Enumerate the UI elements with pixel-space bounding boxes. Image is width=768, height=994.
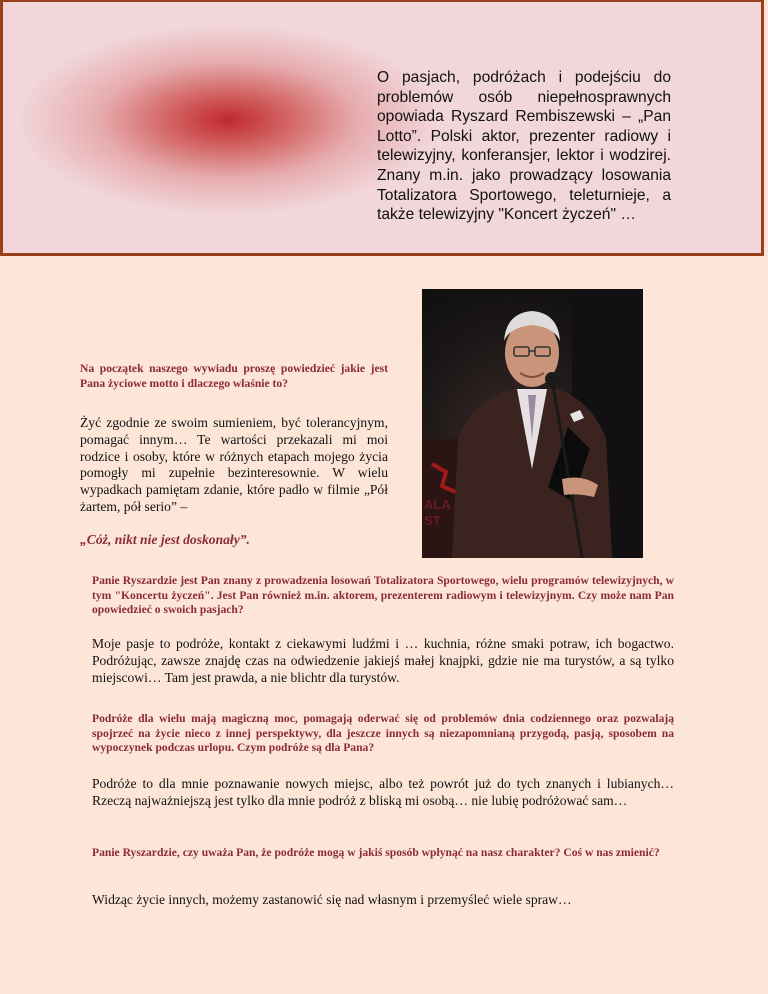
portrait-photo <box>422 289 643 558</box>
answer-1: Żyć zgodnie ze swoim sumieniem, być tolerancyjnym, pomagać innym… Te wartości przekazali mi moi rodzice i osoby, które w różnych etapach mojego życia pomogły mi zupełnie bezinteresownie. W wielu wypadkach pamiętam zdanie, które padło w filmie „Pół żartem, pół serio” – <box>80 415 388 514</box>
answer-2: Moje pasje to podróże, kontakt z ciekawymi ludźmi i … kuchnia, różne smaki potraw, ich bogactwo. Podróżując, zawsze znajdę czas na odwiedzenie jakiejś małej knajpki, gdzie nie ma turystów, a są tylko miejscowi… Tam jest prawda, a nie blichtr dla turystów. <box>92 636 674 685</box>
question-2: Panie Ryszardzie jest Pan znany z prowadzenia losowań Totalizatora Sportowego, wielu programów telewizyjnych, w tym "Koncertu życzeń". Jest Pan również m.in. aktorem, prezenterem radiowym i telewizyjnym. Czy może nam Pan opowiedzieć o swoich pasjach? <box>92 574 674 617</box>
answer-3: Podróże to dla mnie poznawanie nowych miejsc, albo też powrót już do tych znanych i lubianych… Rzeczą najważniejszą jest tylko dla mnie podróż z bliską mi osobą… nie lubię podróżować sam… <box>92 776 674 808</box>
svg-text:ST: ST <box>424 513 441 528</box>
svg-text:ALA: ALA <box>424 497 451 512</box>
answer-4: Widząc życie innych, możemy zastanowić się nad własnym i przemyśleć wiele spraw… <box>92 892 572 907</box>
question-4: Panie Ryszardzie, czy uważa Pan, że podróże mogą w jakiś sposób wpłynąć na nasz charakter? Coś w nas zmienić? <box>92 846 660 859</box>
header-banner <box>0 0 764 256</box>
question-3: Podróże dla wielu mają magiczną moc, pomagają oderwać się od problemów dnia codziennego oraz pozwalają spojrzeć na życie nieco z innej perspektywy, dla jeszcze innych są niezapomnianą przygodą, pasją, sposobem na wypoczynek podczas urlopu. Czym podróże są dla Pana? <box>92 712 674 755</box>
question-1: Na początek naszego wywiadu proszę powiedzieć jakie jest Pana życiowe motto i dlaczego właśnie to? <box>80 362 388 390</box>
intro-text: O pasjach, podróżach i podejściu do problemów osób niepełnosprawnych opowiada Ryszard Rembiszewski – „Pan Lotto”. Polski aktor, prezenter radiowy i telewizyjny, konferansjer, lektor i wodzirej. Znany m.in. jako prowadzący losowania Totalizatora Sportowego, teleturnieje, a także telewizyjny "Koncert życzeń" … <box>377 69 671 224</box>
motto-quote: „Cóż, nikt nie jest doskonały”. <box>80 532 250 547</box>
speaker-illustration <box>422 289 643 558</box>
